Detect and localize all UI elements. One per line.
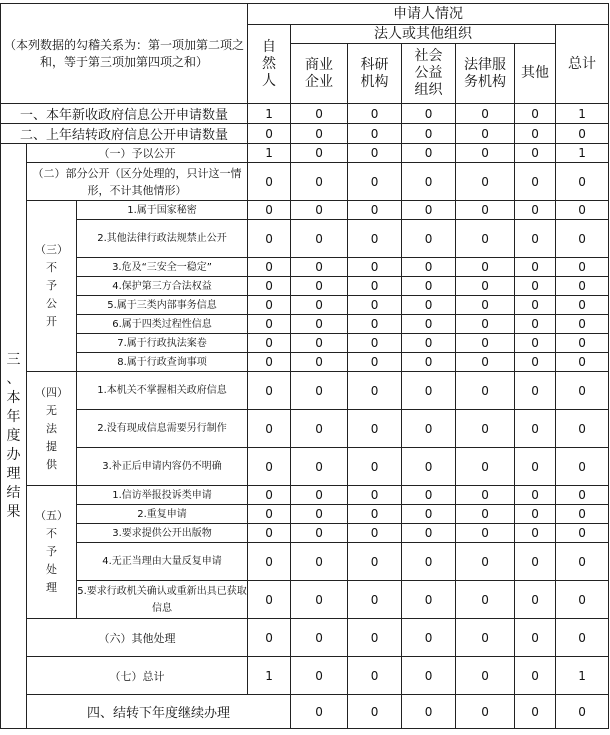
row-unavailable-3 (1, 448, 609, 486)
cell-social: 0 (402, 144, 456, 163)
cell-natural-person: 1 (248, 144, 291, 163)
cell-social: 0 (402, 124, 456, 144)
row-label: 5.要求行政机关确认或重新出具已获取信息 (77, 581, 248, 619)
row-not-processed-4 (1, 543, 609, 581)
cell-commercial: 0 (291, 144, 348, 163)
row-label: 4.无正当理由大量反复申请 (77, 543, 248, 581)
row-label: （七）总计 (27, 657, 248, 695)
header-research: 科研 机构 (348, 44, 402, 104)
cell-research: 0 (348, 505, 402, 524)
cell-social: 0 (402, 334, 456, 353)
row-label: 6.属于四类过程性信息 (77, 315, 248, 334)
cell-law: 0 (456, 448, 515, 486)
row-not-disclosed-2 (1, 220, 609, 258)
cell-law: 0 (456, 657, 515, 695)
header-note: （本列数据的勾稽关系为：第一项加第二项之和，等于第三项加第四项之和） (1, 4, 248, 104)
cell-social: 0 (402, 277, 456, 296)
cell-social: 0 (402, 296, 456, 315)
header-legal: 法人或其他组织 (291, 25, 556, 44)
row-disclosed (1, 144, 609, 163)
cell-other: 0 (515, 163, 556, 201)
header-social: 社会 公益 组织 (402, 44, 456, 104)
row-section-total (1, 657, 609, 695)
cell-natural-person: 0 (248, 220, 291, 258)
cell-other: 0 (515, 124, 556, 144)
cell-law: 0 (456, 372, 515, 410)
cell-law: 0 (456, 315, 515, 334)
cell-natural-person: 0 (248, 486, 291, 505)
section-3-label: 三 、 本 年 度 办 理 结 果 (1, 144, 27, 729)
cell-law: 0 (456, 543, 515, 581)
row-label: 3.要求提供公开出版物 (77, 524, 248, 543)
row-label: 7.属于行政执法案卷 (77, 334, 248, 353)
row-not-disclosed-6 (1, 315, 609, 334)
cell-other: 0 (515, 258, 556, 277)
cell-research: 0 (348, 581, 402, 619)
cell-natural-person: 0 (248, 296, 291, 315)
cell-other: 0 (515, 524, 556, 543)
cell-commercial: 0 (291, 486, 348, 505)
cell-commercial: 0 (348, 695, 402, 729)
row-not-disclosed-5 (1, 296, 609, 315)
cell-other: 0 (515, 277, 556, 296)
cell-total: 0 (556, 296, 609, 315)
cell-total: 0 (556, 372, 609, 410)
cell-social: 0 (402, 543, 456, 581)
cell-commercial: 0 (291, 277, 348, 296)
cell-research: 0 (348, 334, 402, 353)
cell-commercial: 0 (291, 448, 348, 486)
cell-research: 0 (348, 315, 402, 334)
row-label: 3.补正后申请内容仍不明确 (77, 448, 248, 486)
cell-other: 0 (515, 505, 556, 524)
row-not-processed-1 (1, 486, 609, 505)
cell-research: 0 (348, 543, 402, 581)
cell-natural-person: 0 (291, 695, 348, 729)
cell-natural-person: 0 (248, 505, 291, 524)
cell-commercial: 0 (291, 258, 348, 277)
cell-commercial: 0 (291, 163, 348, 201)
cell-law: 0 (456, 410, 515, 448)
cell-other: 0 (515, 104, 556, 124)
cell-social: 0 (402, 505, 456, 524)
cell-law: 0 (456, 334, 515, 353)
cell-total: 0 (556, 505, 609, 524)
cell-commercial: 0 (291, 410, 348, 448)
row-not-disclosed-7 (1, 334, 609, 353)
cell-natural-person: 0 (248, 619, 291, 657)
cell-other: 0 (515, 144, 556, 163)
cell-law: 0 (456, 277, 515, 296)
row-label: （六）其他处理 (27, 619, 248, 657)
cell-total: 0 (556, 277, 609, 296)
cell-commercial: 0 (291, 353, 348, 372)
row-not-disclosed-4 (1, 277, 609, 296)
row-other-handling (1, 619, 609, 657)
cell-total: 0 (556, 486, 609, 505)
row-label: 8.属于行政查询事项 (77, 353, 248, 372)
cell-other: 0 (515, 296, 556, 315)
cell-total: 1 (556, 657, 609, 695)
cell-research: 0 (348, 144, 402, 163)
cell-law: 0 (456, 258, 515, 277)
row-label: 2.重复申请 (77, 505, 248, 524)
cell-law: 0 (515, 695, 556, 729)
cell-research: 0 (348, 657, 402, 695)
cell-social: 0 (402, 104, 456, 124)
row-not-disclosed-8 (1, 353, 609, 372)
row-carry-forward (1, 695, 609, 729)
row-label: 1.属于国家秘密 (77, 201, 248, 220)
cell-commercial: 0 (291, 657, 348, 695)
cell-social: 0 (402, 448, 456, 486)
header-natural: 自 然 人 (248, 25, 291, 104)
cell-total: 1 (556, 144, 609, 163)
cell-law: 0 (456, 220, 515, 258)
cell-other: 0 (515, 353, 556, 372)
cell-research: 0 (348, 486, 402, 505)
group-not-disclosed-label: （三） 不 予 公 开 (27, 201, 77, 372)
cell-natural-person: 0 (248, 448, 291, 486)
cell-law: 0 (456, 201, 515, 220)
cell-research: 0 (348, 163, 402, 201)
row-not-processed-2 (1, 505, 609, 524)
cell-commercial: 0 (291, 315, 348, 334)
header-commercial: 商业 企业 (291, 44, 348, 104)
cell-total: 0 (556, 448, 609, 486)
group-unavailable-label: （四） 无 法 提 供 (27, 372, 77, 486)
cell-research: 0 (348, 104, 402, 124)
cell-social: 0 (402, 201, 456, 220)
cell-natural-person: 1 (248, 657, 291, 695)
cell-commercial: 0 (291, 619, 348, 657)
cell-law: 0 (456, 163, 515, 201)
cell-natural-person: 0 (248, 315, 291, 334)
cell-total: 0 (556, 201, 609, 220)
cell-social: 0 (402, 372, 456, 410)
row-partially-disclosed (1, 163, 609, 201)
cell-law: 0 (456, 486, 515, 505)
cell-commercial: 0 (291, 104, 348, 124)
cell-law: 0 (456, 124, 515, 144)
cell-commercial: 0 (291, 581, 348, 619)
cell-other: 0 (515, 581, 556, 619)
cell-social: 0 (402, 163, 456, 201)
cell-social: 0 (402, 258, 456, 277)
cell-social: 0 (402, 353, 456, 372)
row-label: 1.信访举报投诉类申请 (77, 486, 248, 505)
row-label: （二）部分公开（区分处理的，只计这一情形，不计其他情形） (27, 163, 248, 201)
cell-total: 0 (556, 258, 609, 277)
cell-social: 0 (402, 410, 456, 448)
cell-research: 0 (348, 201, 402, 220)
header-total: 总计 (556, 25, 609, 104)
cell-commercial: 0 (291, 334, 348, 353)
cell-commercial: 0 (291, 296, 348, 315)
cell-research: 0 (348, 220, 402, 258)
disclosure-table (0, 3, 609, 729)
cell-commercial: 0 (291, 543, 348, 581)
cell-research: 0 (402, 695, 456, 729)
cell-law: 0 (456, 581, 515, 619)
cell-natural-person: 0 (248, 334, 291, 353)
cell-total: 0 (556, 543, 609, 581)
row-unavailable-1 (1, 372, 609, 410)
cell-other: 0 (515, 334, 556, 353)
row-label: 2.没有现成信息需要另行制作 (77, 410, 248, 448)
row-label: 4.保护第三方合法权益 (77, 277, 248, 296)
header-other: 其他 (515, 44, 556, 104)
cell-commercial: 0 (291, 505, 348, 524)
row-label: 3.危及“三安全一稳定” (77, 258, 248, 277)
row-not-disclosed-1 (1, 201, 609, 220)
cell-research: 0 (348, 124, 402, 144)
cell-natural-person: 0 (248, 372, 291, 410)
cell-total: 0 (556, 524, 609, 543)
cell-law: 0 (456, 505, 515, 524)
cell-total: 0 (556, 163, 609, 201)
cell-total: 0 (556, 353, 609, 372)
cell-commercial: 0 (291, 124, 348, 144)
cell-natural-person: 0 (248, 524, 291, 543)
cell-other: 0 (515, 410, 556, 448)
cell-total: 1 (556, 104, 609, 124)
row-label: 四、结转下年度继续办理 (27, 695, 291, 729)
cell-research: 0 (348, 258, 402, 277)
cell-research: 0 (348, 448, 402, 486)
header-law: 法律服 务机构 (456, 44, 515, 104)
cell-social: 0 (402, 524, 456, 543)
cell-natural-person: 0 (248, 163, 291, 201)
cell-social: 0 (402, 315, 456, 334)
row-label: 5.属于三类内部事务信息 (77, 296, 248, 315)
cell-natural-person: 0 (248, 201, 291, 220)
cell-other: 0 (515, 448, 556, 486)
cell-other: 0 (515, 201, 556, 220)
cell-natural-person: 0 (248, 124, 291, 144)
cell-other: 0 (515, 220, 556, 258)
row-unavailable-2 (1, 410, 609, 448)
cell-other: 0 (556, 695, 609, 729)
cell-total: 0 (556, 220, 609, 258)
row-not-processed-3 (1, 524, 609, 543)
cell-total: 0 (556, 315, 609, 334)
header-applicant: 申请人情况 (248, 4, 609, 25)
cell-total: 0 (556, 124, 609, 144)
cell-other: 0 (515, 486, 556, 505)
cell-social: 0 (402, 486, 456, 505)
row-not-processed-5 (1, 581, 609, 619)
cell-total: 0 (556, 619, 609, 657)
cell-total: 0 (556, 334, 609, 353)
cell-other: 0 (515, 372, 556, 410)
cell-natural-person: 0 (248, 258, 291, 277)
cell-research: 0 (348, 410, 402, 448)
header-row-1 (1, 4, 609, 25)
cell-social: 0 (456, 695, 515, 729)
cell-natural-person: 0 (248, 581, 291, 619)
group-not-processed-label: （五） 不 予 处 理 (27, 486, 77, 619)
row-label: 一、本年新收政府信息公开申请数量 (1, 104, 248, 124)
cell-social: 0 (402, 220, 456, 258)
cell-social: 0 (402, 619, 456, 657)
row-new-requests (1, 104, 609, 124)
cell-total: 0 (556, 581, 609, 619)
cell-natural-person: 0 (248, 410, 291, 448)
cell-natural-person: 0 (248, 543, 291, 581)
cell-other: 0 (515, 543, 556, 581)
cell-natural-person: 0 (248, 277, 291, 296)
cell-law: 0 (456, 296, 515, 315)
cell-law: 0 (456, 524, 515, 543)
row-label: 1.本机关不掌握相关政府信息 (77, 372, 248, 410)
cell-research: 0 (348, 296, 402, 315)
row-label: 2.其他法律行政法规禁止公开 (77, 220, 248, 258)
cell-law: 0 (456, 104, 515, 124)
cell-other: 0 (515, 315, 556, 334)
cell-other: 0 (515, 657, 556, 695)
cell-total: 0 (556, 410, 609, 448)
cell-law: 0 (456, 144, 515, 163)
cell-social: 0 (402, 581, 456, 619)
cell-natural-person: 0 (248, 353, 291, 372)
cell-commercial: 0 (291, 524, 348, 543)
cell-research: 0 (348, 353, 402, 372)
cell-research: 0 (348, 277, 402, 296)
cell-research: 0 (348, 372, 402, 410)
cell-research: 0 (348, 524, 402, 543)
cell-law: 0 (456, 353, 515, 372)
cell-commercial: 0 (291, 372, 348, 410)
row-carried-over (1, 124, 609, 144)
cell-commercial: 0 (291, 220, 348, 258)
row-label: 二、上年结转政府信息公开申请数量 (1, 124, 248, 144)
cell-research: 0 (348, 619, 402, 657)
row-not-disclosed-3 (1, 258, 609, 277)
cell-natural-person: 1 (248, 104, 291, 124)
cell-social: 0 (402, 657, 456, 695)
cell-law: 0 (456, 619, 515, 657)
row-label: （一）予以公开 (27, 144, 248, 163)
cell-commercial: 0 (291, 201, 348, 220)
cell-other: 0 (515, 619, 556, 657)
